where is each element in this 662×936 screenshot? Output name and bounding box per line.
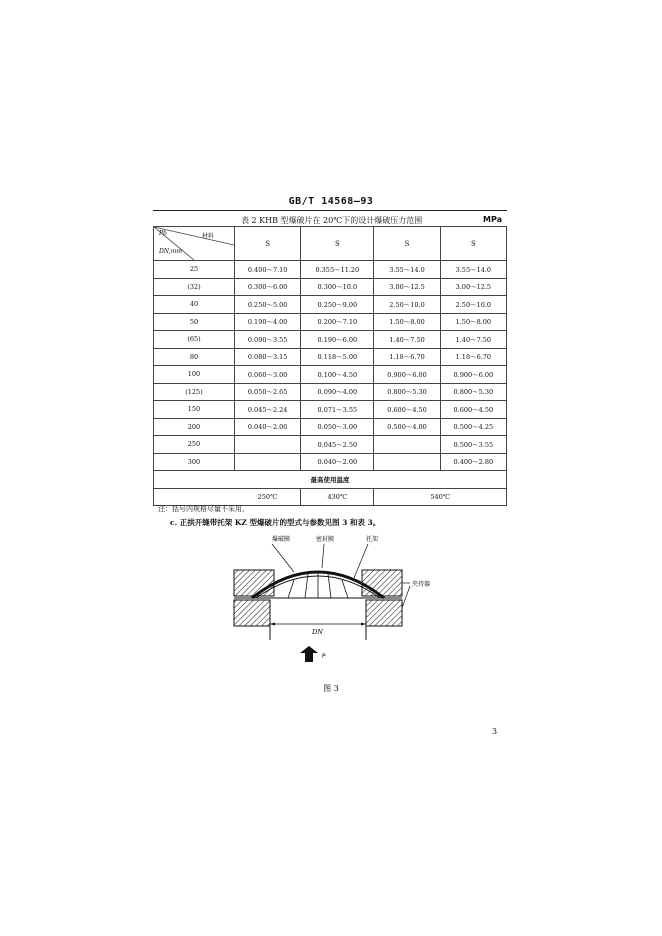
pressure-cell: 0.250～9.00 — [301, 296, 374, 314]
dn-cell: 50 — [154, 313, 235, 331]
pressure-cell — [374, 436, 440, 454]
clause-c: c. 正拱开缝带托架 KZ 型爆破片的型式与参数见图 3 和表 3。 — [170, 518, 381, 527]
pressure-cell: 0.400～7.10 — [235, 261, 301, 279]
pressure-cell: 0.500～4.00 — [374, 418, 440, 436]
table-row — [154, 436, 507, 454]
table-row — [154, 383, 507, 401]
corner-material: 材料 — [202, 233, 215, 240]
table-row — [154, 453, 507, 471]
corner-cell — [154, 227, 235, 261]
pressure-cell: 3.55～14.0 — [374, 261, 440, 279]
pressure-cell: 0.600～4.50 — [440, 401, 506, 419]
pressure-cell: 0.040～2.00 — [235, 418, 301, 436]
pressure-cell: 0.190～4.00 — [235, 313, 301, 331]
label-holder: 夹持器 — [412, 581, 431, 588]
table-row — [154, 366, 507, 384]
pressure-cell: 0.600～4.50 — [374, 401, 440, 419]
pressure-cell: 3.55～14.0 — [440, 261, 506, 279]
pressure-cell: 0.800～5.30 — [374, 383, 440, 401]
pressure-cell: 0.040～2.00 — [301, 453, 374, 471]
dn-cell: 40 — [154, 296, 235, 314]
holder-lower-right — [366, 600, 402, 626]
pressure-cell: 0.190～6.00 — [301, 331, 374, 349]
page-number: 3 — [492, 727, 498, 736]
pressure-cell: 0.200～7.10 — [301, 313, 374, 331]
table-unit: MPa — [483, 215, 503, 224]
header-rule — [153, 210, 507, 211]
table-row — [154, 418, 507, 436]
pressure-cell: 0.045～2.50 — [301, 436, 374, 454]
pressure-cell: 0.100～4.50 — [301, 366, 374, 384]
table-caption: 表 2 KHB 型爆破片在 20℃下的设计爆破压力范围 — [241, 216, 423, 225]
pressure-cell: 0.050～2.65 — [235, 383, 301, 401]
max-temp-row — [154, 471, 507, 489]
pressure-cell — [235, 453, 301, 471]
dn-cell: 200 — [154, 418, 235, 436]
dn-cell: (32) — [154, 278, 235, 296]
table-row — [154, 261, 507, 279]
pressure-cell — [235, 436, 301, 454]
pressure-cell: 3.00～12.5 — [374, 278, 440, 296]
dn-cell: 150 — [154, 401, 235, 419]
corner-dn: DN,mm — [159, 248, 182, 255]
temp-cell: 250℃ — [235, 488, 301, 506]
pressure-cell: 0.355～11.20 — [301, 261, 374, 279]
corner-pb: Pb — [159, 230, 167, 237]
temp-row — [154, 488, 507, 506]
pressure-cell: 0.118～5.00 — [301, 348, 374, 366]
standard-header: GB/T 14568—93 — [288, 196, 374, 207]
label-seal-film: 密封膜 — [316, 536, 335, 543]
material-header: S — [235, 227, 301, 261]
label-dn: DN — [312, 628, 323, 636]
pressure-cell: 0.060～3.00 — [235, 366, 301, 384]
pressure-table — [153, 226, 507, 506]
pressure-cell: 1.50～8.00 — [374, 313, 440, 331]
pressure-cell: 1.50～8.00 — [440, 313, 506, 331]
pressure-cell: 1.40～7.50 — [374, 331, 440, 349]
pressure-cell: 0.090～4.00 — [301, 383, 374, 401]
material-header: S — [374, 227, 440, 261]
dn-cell: (125) — [154, 383, 235, 401]
table-row — [154, 401, 507, 419]
pressure-cell: 0.500～4.25 — [440, 418, 506, 436]
pressure-cell: 0.080～3.15 — [235, 348, 301, 366]
pressure-cell: 0.900～6.00 — [440, 366, 506, 384]
table-row — [154, 331, 507, 349]
pressure-cell: 2.50～10.0 — [440, 296, 506, 314]
pressure-cell: 2.50～10.0 — [374, 296, 440, 314]
figure-caption: 图 3 — [323, 684, 339, 693]
label-pressure: P — [322, 653, 326, 660]
dn-cell: 25 — [154, 261, 235, 279]
figure-3-drawing — [212, 528, 442, 663]
table-row — [154, 313, 507, 331]
temp-cell: 430℃ — [301, 488, 374, 506]
pressure-cell: 1.18～6.70 — [374, 348, 440, 366]
pressure-cell: 3.00～12.5 — [440, 278, 506, 296]
pressure-cell: 0.045～2.24 — [235, 401, 301, 419]
pressure-cell: 0.800～5.30 — [440, 383, 506, 401]
temp-blank — [154, 488, 235, 506]
dn-cell: 80 — [154, 348, 235, 366]
table-header-row — [154, 227, 507, 261]
pressure-cell — [374, 453, 440, 471]
temp-cell: 540℃ — [374, 488, 507, 506]
pressure-arrow-icon — [300, 646, 318, 662]
pressure-cell: 0.300～10.0 — [301, 278, 374, 296]
pressure-cell: 0.071～3.55 — [301, 401, 374, 419]
table-row — [154, 278, 507, 296]
pressure-cell: 0.300～6.00 — [235, 278, 301, 296]
holder-lower-left — [234, 600, 270, 626]
label-bracket: 托架 — [366, 536, 379, 543]
holder-upper-right — [362, 570, 402, 596]
table-note: 注：括号内规格尽量不采用。 — [158, 505, 249, 513]
max-temp-label: 最高使用温度 — [154, 471, 507, 489]
pressure-cell: 0.500～3.55 — [440, 436, 506, 454]
pressure-cell: 1.40～7.50 — [440, 331, 506, 349]
pressure-cell: 0.250～5.00 — [235, 296, 301, 314]
material-header: S — [440, 227, 506, 261]
pressure-cell: 0.090～3.55 — [235, 331, 301, 349]
table-row — [154, 348, 507, 366]
dn-cell: 250 — [154, 436, 235, 454]
pressure-cell: 0.050～3.00 — [301, 418, 374, 436]
pressure-cell: 0.400～2.80 — [440, 453, 506, 471]
dn-cell: (65) — [154, 331, 235, 349]
pressure-cell: 1.18～6.70 — [440, 348, 506, 366]
holder-upper-left — [234, 570, 274, 596]
label-rupture-disc: 爆破膜 — [272, 536, 291, 543]
dn-cell: 300 — [154, 453, 235, 471]
table-row — [154, 296, 507, 314]
pressure-cell: 0.900～6.00 — [374, 366, 440, 384]
material-header: S — [301, 227, 374, 261]
dn-cell: 100 — [154, 366, 235, 384]
